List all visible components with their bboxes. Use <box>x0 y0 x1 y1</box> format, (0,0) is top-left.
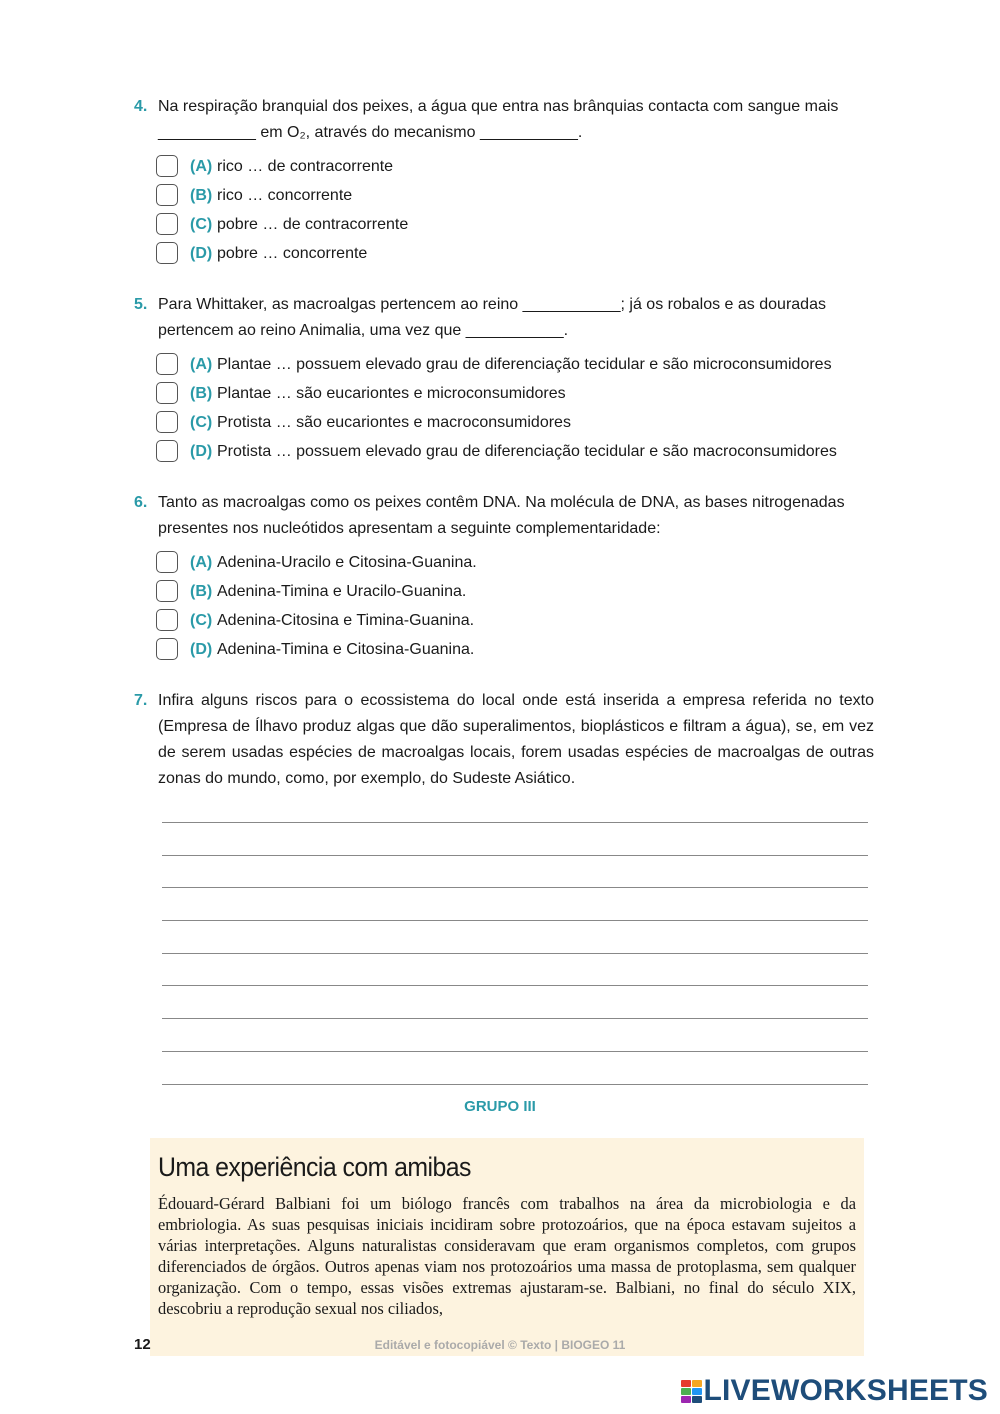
answer-line[interactable] <box>162 1051 868 1052</box>
checkbox[interactable] <box>156 411 178 433</box>
option-c[interactable] <box>156 408 874 437</box>
question-text-line: pertencem ao reino Animalia, uma vez que ___________. <box>158 322 569 339</box>
answer-line[interactable] <box>162 855 868 856</box>
option-d[interactable] <box>156 437 874 466</box>
option-text: pobre … concorrente <box>217 245 368 262</box>
option-text: Protista … possuem elevado grau de diferenciação tecidular e são macroconsumidores <box>217 443 837 460</box>
option-letter: (A) <box>190 158 213 175</box>
option-text: Adenina-Uracilo e Citosina-Guanina. <box>217 554 477 571</box>
question-number: 5. <box>134 296 148 313</box>
option-text: Protista … são eucariontes e macroconsumidores <box>217 414 571 431</box>
question-5 <box>134 292 874 466</box>
logo-tile <box>692 1396 702 1403</box>
answer-line[interactable] <box>162 887 868 888</box>
option-d[interactable] <box>156 239 874 268</box>
logo-tile <box>692 1380 702 1387</box>
options-list <box>156 548 874 664</box>
reading-text-box <box>150 1138 864 1356</box>
answer-line[interactable] <box>162 1018 868 1019</box>
logo-text: LIVEWORKSHEETS <box>703 1374 988 1407</box>
question-text-line: Para Whittaker, as macroalgas pertencem ao reino ___________; já os robalos e as douradas <box>158 296 826 313</box>
option-text: rico … de contracorrente <box>217 158 394 175</box>
question-text-line: ___________ em O₂, através do mecanismo ___________. <box>158 124 583 141</box>
option-d[interactable] <box>156 635 874 664</box>
option-a[interactable] <box>156 548 874 577</box>
answer-line[interactable] <box>162 985 868 986</box>
section-heading: GRUPO III <box>464 1098 536 1115</box>
answer-line[interactable] <box>162 1084 868 1085</box>
option-text: Adenina-Timina e Citosina-Guanina. <box>217 641 475 658</box>
question-text <box>158 94 874 146</box>
logo-tile <box>692 1388 702 1395</box>
option-text: Plantae … possuem elevado grau de diferenciação tecidular e são microconsumidores <box>217 356 832 373</box>
question-6 <box>134 490 874 664</box>
option-letter: (B) <box>190 583 213 600</box>
checkbox[interactable] <box>156 609 178 631</box>
option-b[interactable] <box>156 181 874 210</box>
question-text-line: presentes nos nucleótidos apresentam a seguinte complementaridade: <box>158 520 661 537</box>
answer-line[interactable] <box>162 953 868 954</box>
option-text: pobre … de contracorrente <box>217 216 409 233</box>
answer-line[interactable] <box>162 920 868 921</box>
logo-tile <box>681 1396 691 1403</box>
checkbox[interactable] <box>156 551 178 573</box>
option-letter: (C) <box>190 612 213 629</box>
liveworksheets-logo <box>681 1374 989 1408</box>
checkbox[interactable] <box>156 184 178 206</box>
option-letter: (D) <box>190 245 213 262</box>
option-letter: (B) <box>190 187 213 204</box>
question-text-line: Tanto as macroalgas como os peixes contêm DNA. Na molécula de DNA, as bases nitrogenadas <box>158 494 845 511</box>
checkbox[interactable] <box>156 155 178 177</box>
option-letter: (D) <box>190 641 213 658</box>
option-b[interactable] <box>156 577 874 606</box>
logo-tile <box>681 1380 691 1387</box>
option-c[interactable] <box>156 210 874 239</box>
option-letter: (A) <box>190 356 213 373</box>
options-list <box>156 152 874 268</box>
question-number: 7. <box>134 692 148 709</box>
footer-copyright: Editável e fotocopiável © Texto | BIOGEO 11 <box>374 1338 626 1352</box>
question-4 <box>134 94 874 268</box>
option-a[interactable] <box>156 350 874 379</box>
question-number: 6. <box>134 494 148 511</box>
checkbox[interactable] <box>156 213 178 235</box>
option-letter: (C) <box>190 414 213 431</box>
option-c[interactable] <box>156 606 874 635</box>
reading-title: Uma experiência com amibas <box>158 1152 471 1182</box>
question-text <box>158 490 874 542</box>
checkbox[interactable] <box>156 353 178 375</box>
option-b[interactable] <box>156 379 874 408</box>
option-letter: (C) <box>190 216 213 233</box>
option-text: Plantae … são eucariontes e microconsumidores <box>217 385 566 402</box>
checkbox[interactable] <box>156 382 178 404</box>
question-text: Infira alguns riscos para o ecossistema do local onde está inserida a empresa referida no texto (Empresa de Ílhavo produz algas que dão superalimentos, bioplásticos e filtram a água), se, em vez de serem usadas espécies de macroalgas locais, forem usadas espécies de macroalgas de outras zonas do mundo, como, por exemplo, do Sudeste Asiático. <box>158 692 874 787</box>
question-text <box>158 292 874 344</box>
logo-tile <box>681 1388 691 1395</box>
reading-body: Édouard-Gérard Balbiani foi um biólogo francês com trabalhos na área da microbiologia e da embriologia. As suas pesquisas iniciais incidiram sobre protozoários, que na época estavam sujeitos a várias interpretações. Alguns naturalistas consideravam que eram organismos completos, com grupos diferenciados de órgãos. Outros apenas viam nos protozoários uma massa de protoplasma, sem qualquer organização. Com o tempo, essas visões extremas ajustaram-se. Balbiani, no final do século XIX, descobriu a reprodução sexual nos ciliados, <box>158 1194 856 1318</box>
option-letter: (B) <box>190 385 213 402</box>
option-letter: (A) <box>190 554 213 571</box>
checkbox[interactable] <box>156 638 178 660</box>
question-text-line: Na respiração branquial dos peixes, a água que entra nas brânquias contacta com sangue mais <box>158 98 839 115</box>
checkbox[interactable] <box>156 440 178 462</box>
option-letter: (D) <box>190 443 213 460</box>
logo-icon <box>681 1380 701 1402</box>
question-number: 4. <box>134 98 148 115</box>
answer-area[interactable] <box>162 822 868 1116</box>
checkbox[interactable] <box>156 580 178 602</box>
option-text: rico … concorrente <box>217 187 353 204</box>
page-number: 12 <box>134 1336 151 1353</box>
option-text: Adenina-Timina e Uracilo-Guanina. <box>217 583 467 600</box>
checkbox[interactable] <box>156 242 178 264</box>
option-a[interactable] <box>156 152 874 181</box>
options-list <box>156 350 874 466</box>
answer-line[interactable] <box>162 822 868 823</box>
question-7 <box>134 688 874 792</box>
option-text: Adenina-Citosina e Timina-Guanina. <box>217 612 475 629</box>
